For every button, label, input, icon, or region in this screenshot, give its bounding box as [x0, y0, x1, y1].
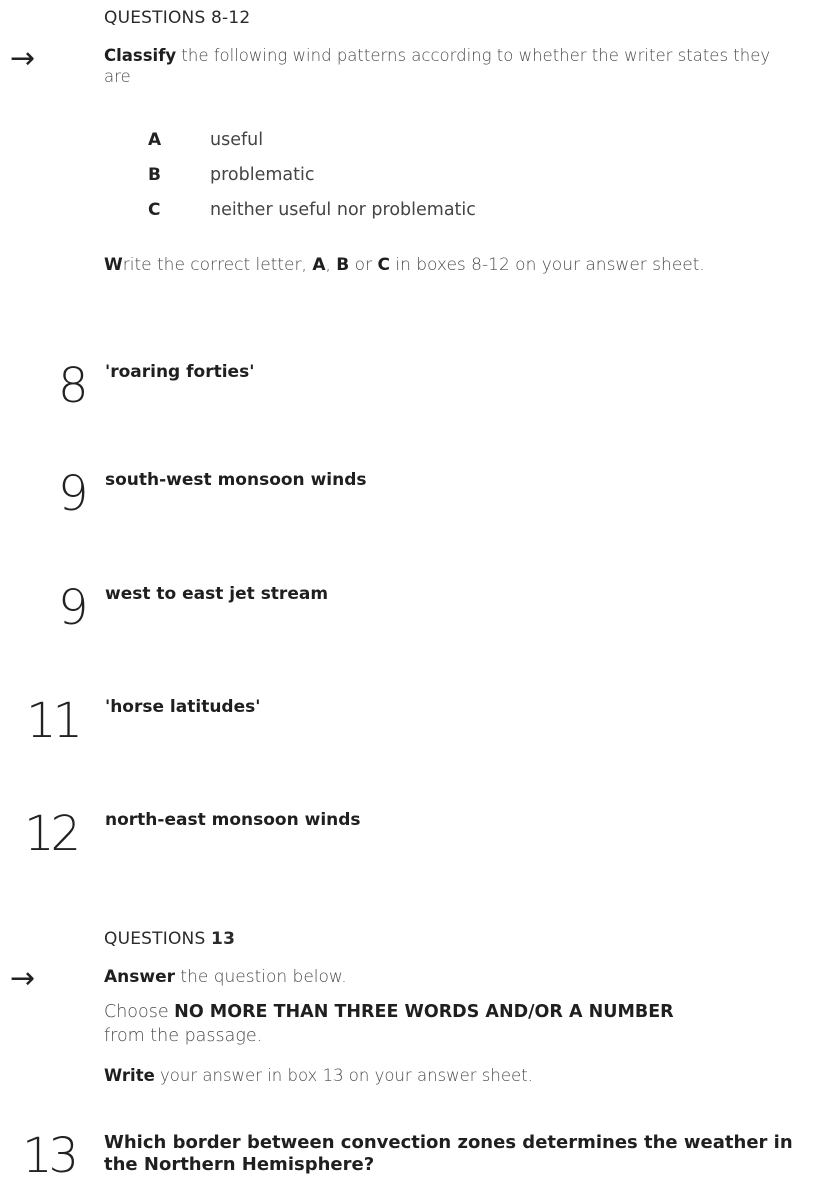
choose-text: Choose: [104, 1002, 175, 1022]
question-number: 8: [58, 358, 85, 414]
right-arrow-icon: →: [10, 961, 36, 996]
option-text: problematic: [210, 165, 315, 185]
question-number: 11: [26, 693, 80, 749]
option-letter: C: [148, 200, 161, 220]
write-text-end: in boxes 8-12 on your answer sheet.: [389, 255, 705, 275]
question-text: north-east monsoon winds: [105, 810, 361, 830]
answer-instruction: [104, 967, 347, 988]
write-instruction: [104, 255, 705, 276]
question-number: 9: [58, 466, 85, 522]
answer-text: the question below.: [175, 967, 347, 987]
letter-c: C: [377, 255, 390, 275]
option-text: neither useful nor problematic: [210, 200, 476, 220]
question-number: 13: [22, 1128, 76, 1184]
separator: or: [349, 255, 378, 275]
question-number: 9: [58, 580, 85, 636]
question-text: west to east jet stream: [105, 584, 329, 604]
question-text: 'horse latitudes': [105, 697, 261, 717]
write-verb: Write: [104, 1066, 155, 1085]
letter-a: A: [312, 255, 326, 275]
option-letter: A: [148, 130, 162, 150]
heading-text: QUESTIONS: [104, 929, 212, 949]
question-text: 'roaring forties': [105, 362, 255, 382]
write-text: your answer in box 13 on your answer sheet.: [154, 1066, 533, 1085]
section-heading-8-12: QUESTIONS 8-12: [104, 8, 251, 28]
word-limit: NO MORE THAN THREE WORDS AND/OR A NUMBER: [174, 1002, 674, 1022]
letter-b: B: [336, 255, 350, 275]
section-heading-13: [104, 929, 235, 949]
separator: ,: [325, 255, 337, 275]
write-w: W: [104, 255, 123, 275]
classify-instruction: [104, 45, 784, 87]
write-text: rite the correct letter,: [122, 255, 313, 275]
choose-instruction: [104, 1000, 804, 1048]
question-text: Which border between convection zones determines the weather in the Northern Hemisphere?: [104, 1132, 793, 1175]
right-arrow-icon: →: [10, 41, 36, 76]
question-text: south-west monsoon winds: [105, 470, 367, 490]
heading-number: 13: [211, 929, 236, 949]
option-text: useful: [210, 130, 264, 150]
option-letter: B: [148, 165, 161, 185]
write-instruction-13: [104, 1065, 533, 1086]
instruction-text: the following wind patterns according to whether the writer states they are: [104, 46, 771, 86]
question-number: 12: [24, 806, 78, 862]
choose-text-end: from the passage.: [104, 1026, 263, 1046]
instruction-verb: Classify: [104, 46, 177, 65]
answer-verb: Answer: [104, 967, 175, 987]
